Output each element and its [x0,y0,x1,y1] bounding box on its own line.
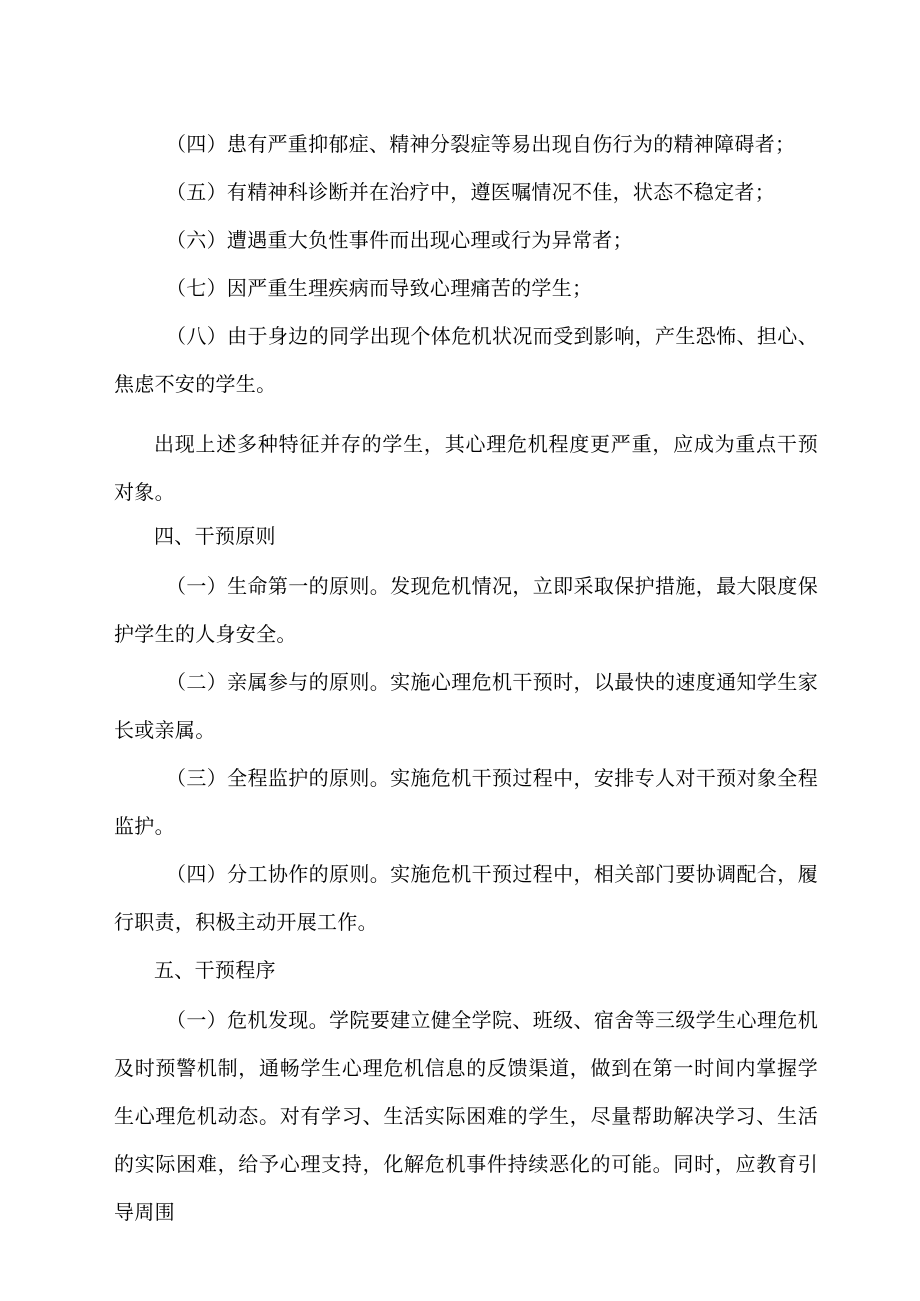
section-heading-procedure: 五、干预程序 [154,958,276,982]
paragraph-item-7: （七）因严重生理疾病而导致心理痛苦的学生； [166,276,593,300]
principle-1: （一）生命第一的原则。发现危机情况，立即采取保护措施，最大限度保护学生的人身安全。 [114,574,818,646]
paragraph-summary: 出现上述多种特征并存的学生，其心理危机程度更严重，应成为重点干预对象。 [114,432,818,504]
principle-4: （四）分工协作的原则。实施危机干预过程中，相关部门要协调配合，履行职责，积极主动开展工作。 [114,862,818,934]
principle-3: （三）全程监护的原则。实施危机干预过程中，安排专人对干预对象全程监护。 [114,766,818,838]
paragraph-item-8: （八）由于身边的同学出现个体危机状况而受到影响，产生恐怖、担心、焦虑不安的学生。 [114,324,818,396]
principle-2: （二）亲属参与的原则。实施心理危机干预时，以最快的速度通知学生家长或亲属。 [114,670,818,742]
procedure-1: （一）危机发现。学院要建立健全学院、班级、宿舍等三级学生心理危机及时预警机制，通畅学生心理危机信息的反馈渠道，做到在第一时间内掌握学生心理危机动态。对有学习、生活实际困难的学生，尽量帮助解决学习、生活的实际困难，给予心理支持，化解危机事件持续恶化的可能。同时，应教育引导周围 [114,1008,818,1224]
paragraph-item-4: （四）患有严重抑郁症、精神分裂症等易出现自伤行为的精神障碍者； [166,132,796,156]
paragraph-item-6: （六）遭遇重大负性事件而出现心理或行为异常者； [166,228,633,252]
section-heading-principles: 四、干预原则 [154,524,276,548]
paragraph-item-5: （五）有精神科诊断并在治疗中，遵医嘱情况不佳，状态不稳定者； [166,180,775,204]
